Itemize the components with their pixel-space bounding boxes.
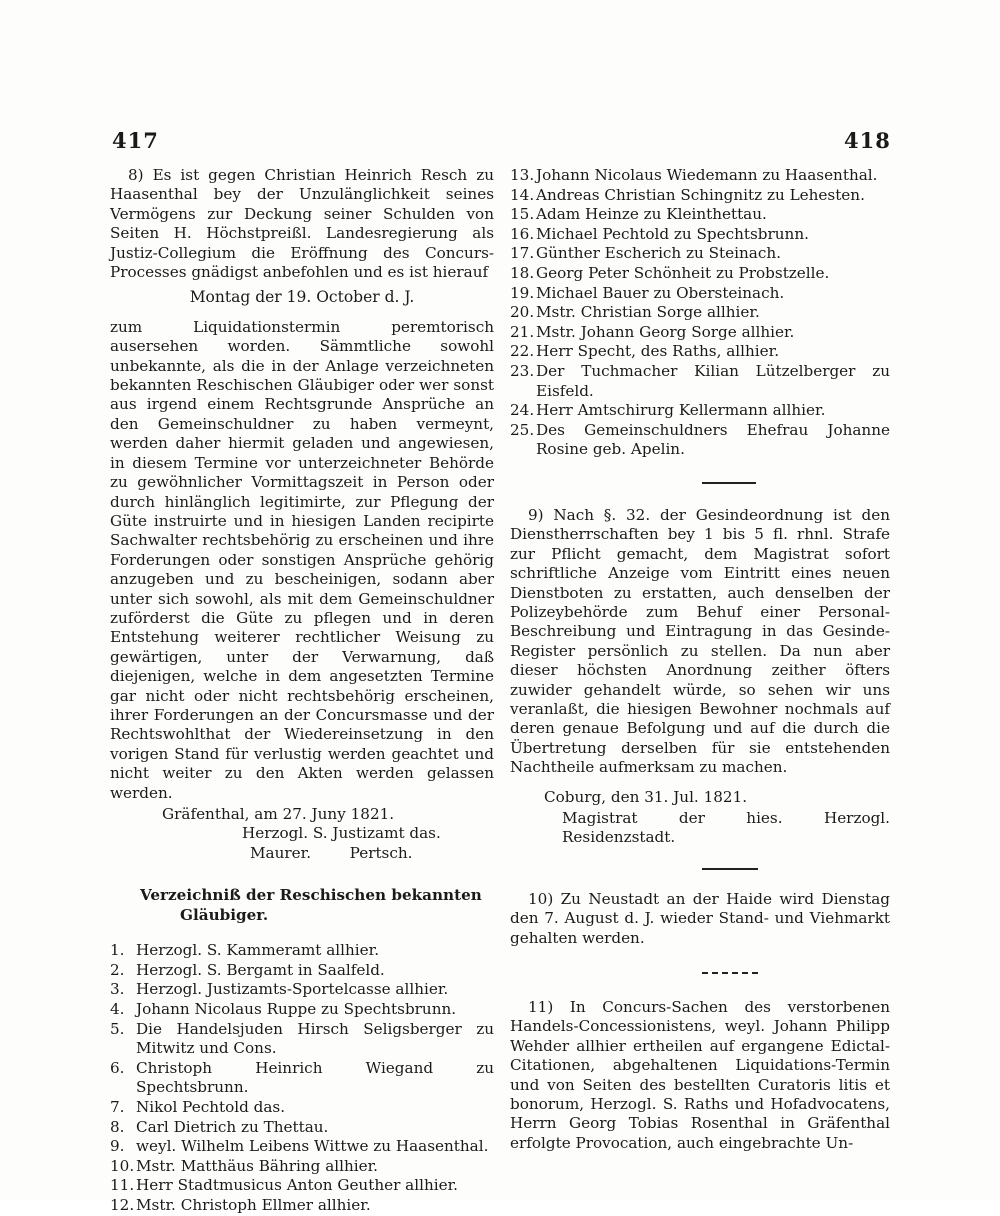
list-item-text: Herr Stadtmusicus Anton Geuther allhier. xyxy=(136,1176,458,1195)
list-item xyxy=(510,421,890,460)
notice-8-date: Montag der 19. October d. J. xyxy=(189,288,415,307)
list-item-text: Andreas Christian Schingnitz zu Lehesten. xyxy=(536,185,865,204)
list-item xyxy=(510,362,890,401)
list-item xyxy=(110,1020,494,1059)
list-item-text: Mstr. Matthäus Bähring allhier. xyxy=(136,1156,379,1175)
list-item-text: Die Handelsjuden Hirsch Seligsberger zu Mitwitz und Cons. xyxy=(136,1019,494,1058)
creditor-list-heading-line1: Verzeichniß der Reschischen bekannten xyxy=(140,886,482,905)
list-item-text: Nikol Pechtold das. xyxy=(136,1097,286,1116)
list-item-number: 25. xyxy=(510,420,535,439)
list-item xyxy=(510,205,890,225)
notice-8-signature xyxy=(110,805,494,863)
list-item xyxy=(110,1176,494,1196)
list-item-number: 17. xyxy=(510,244,535,263)
list-item-text: Johann Nicolaus Wiedemann zu Haasenthal. xyxy=(536,166,878,184)
page-number-right: 418 xyxy=(844,128,891,153)
list-item xyxy=(110,1000,494,1020)
notice-9-date: Coburg, den 31. Jul. 1821. xyxy=(544,787,748,806)
section-divider xyxy=(702,482,756,484)
list-item-text: Des Gemeinschuldners Ehefrau Johanne Rosine geb. Apelin. xyxy=(536,420,890,459)
notice-9-body: 9) Nach §. 32. der Gesindeordnung ist den Dienstherrschaften bey 1 bis 5 fl. rhnl. Strafe zur Pflicht gemacht, dem Magistrat sofort schriftliche Anzeige vom Eintritt eines neuen Dienstboten zu erstatten, auch denselben der Polizeybehörde zum Behuf einer Personal-Beschreibung und Eintragung in das Gesinde-Register persönlich zu stellen. Da nun aber dieser höchsten Anordnung zeither öfters zuwider gehandelt würde, so sehen wir uns veranlaßt, die hiesigen Bewohner nochmals auf deren genaue Befolgung und auf die durch die Übertretung derselben für sie entstehenden Nachtheile aufmerksam zu machen. xyxy=(510,505,890,777)
list-item-number: 10. xyxy=(110,1156,135,1175)
list-item-text: weyl. Wilhelm Leibens Wittwe zu Haasenthal. xyxy=(136,1137,489,1156)
left-column xyxy=(110,166,494,1216)
list-item-number: 24. xyxy=(510,401,535,420)
list-item xyxy=(510,166,890,186)
signature-names: Maurer. Pertsch. xyxy=(250,843,413,862)
list-item xyxy=(110,1059,494,1098)
list-item-number: 1. xyxy=(110,941,125,960)
list-item-text: Mstr. Christoph Ellmer allhier. xyxy=(136,1195,371,1214)
list-item-number: 13. xyxy=(510,166,535,184)
creditor-list-heading-line2: Gläubiger. xyxy=(180,906,269,925)
list-item-text: Mstr. Johann Georg Sorge allhier. xyxy=(536,322,795,341)
notice-9-signature: Magistrat der hies. Herzogl. Residenzstadt. xyxy=(562,809,890,847)
list-item-number: 18. xyxy=(510,263,535,282)
list-item xyxy=(510,284,890,304)
list-item xyxy=(510,244,890,264)
list-item-text: Herzogl. S. Kammeramt allhier. xyxy=(136,941,380,960)
list-item-number: 21. xyxy=(510,322,535,341)
notice-10-body: 10) Zu Neustadt an der Haide wird Dienstag den 7. August d. J. wieder Stand- und Viehmarkt gehalten werden. xyxy=(510,889,890,947)
list-item xyxy=(110,961,494,981)
list-item-text: Der Tuchmacher Kilian Lützelberger zu Eisfeld. xyxy=(536,361,890,400)
list-item-text: Mstr. Christian Sorge allhier. xyxy=(536,303,760,322)
section-divider xyxy=(702,868,758,870)
list-item-number: 20. xyxy=(510,303,535,322)
list-item-text: Carl Dietrich zu Thettau. xyxy=(136,1117,329,1136)
list-item-number: 5. xyxy=(110,1019,125,1038)
list-item xyxy=(110,1118,494,1138)
list-item-text: Georg Peter Schönheit zu Probstzelle. xyxy=(536,263,830,282)
list-item-text: Herzogl. Justizamts-Sportelcasse allhier. xyxy=(136,980,449,999)
notice-8-body: zum Liquidationstermin peremtorisch ausersehen worden. Sämmtliche sowohl unbekannte, als die in der Anlage verzeichneten bekannten Reschischen Gläubiger oder wer sonst aus irgend einem Rechtsgrunde Ansprüche an den Gemeinschuldner zu haben vermeynt, werden daher hiermit geladen und angewiesen, in diesem Termine vor unterzeichneter Behörde zu gewöhnlicher Vormittagszeit in Person oder durch hinlänglich legitimirte, zur Pflegung der Güte instruirte und in hiesigen Landen recipirte Sachwalter rechtsbehörig zu erscheinen und ihre Forderungen oder sonstigen Ansprüche gehörig anzugeben und zu bescheinigen, sodann aber unter sich sowohl, als mit dem Gemeinschuldner zuförderst die Güte zu pflegen und in deren Entstehung weiterer rechtlicher Weisung zu gewärtigen, unter der Verwarnung, daß diejenigen, welche in dem angesetzten Termine gar nicht oder nicht rechtsbehörig erscheinen, ihrer Forderungen an der Concursmasse und der Rechtswohlthat der Wiedereinsetzung in den vorigen Stand für verlustig werden geachtet und nicht weiter zu den Akten werden gelassen werden. xyxy=(110,317,494,802)
creditor-list-heading xyxy=(140,885,494,925)
notice-11-body: 11) In Concurs-Sachen des verstorbenen Handels-Concessionistens, weyl. Johann Philipp Wehder allhier ertheilen auf ergangene Edictal-Citationen, abgehaltenen Liquidations-Termin und von Seiten des bestellten Curatoris litis et bonorum, Herzogl. S. Raths und Hofadvocatens, Herrn Georg Tobias Rosenthal in Gräfenthal erfolgte Provocation, auch eingebrachte Un- xyxy=(510,998,890,1152)
list-item-number: 22. xyxy=(510,342,535,361)
creditor-list xyxy=(110,941,494,1215)
list-item xyxy=(510,186,890,206)
list-item-number: 8. xyxy=(110,1117,125,1136)
list-item-text: Michael Pechtold zu Spechtsbrunn. xyxy=(536,224,809,243)
list-item-number: 7. xyxy=(110,1097,125,1116)
list-item-number: 11. xyxy=(110,1176,135,1195)
signature-place-date: Gräfenthal, am 27. Juny 1821. xyxy=(162,805,395,823)
list-item-number: 15. xyxy=(510,205,535,224)
creditor-list-continued xyxy=(510,166,890,460)
list-item-text: Johann Nicolaus Ruppe zu Spechtsbrunn. xyxy=(136,1000,457,1018)
list-item-number: 14. xyxy=(510,185,535,204)
list-item xyxy=(510,303,890,323)
list-item-text: Herr Amtschirurg Kellermann allhier. xyxy=(536,401,826,420)
list-item-text: Michael Bauer zu Obersteinach. xyxy=(536,283,785,302)
list-item-text: Adam Heinze zu Kleinthettau. xyxy=(536,205,767,224)
list-item-number: 2. xyxy=(110,960,125,979)
list-item-text: Herzogl. S. Bergamt in Saalfeld. xyxy=(136,960,385,979)
notice-8-intro: 8) Es ist gegen Christian Heinrich Resch zu Haasenthal bey der Unzulänglichkeit seines Vermögens zur Deckung seiner Schulden von Seiten H. Höchstpreißl. Landesregierung als Justiz-Collegium die Eröffnung des Concurs-Processes gnädigst anbefohlen und es ist hierauf xyxy=(110,166,494,282)
list-item xyxy=(110,941,494,961)
list-item xyxy=(110,1098,494,1118)
list-item xyxy=(110,980,494,1000)
list-item xyxy=(110,1157,494,1177)
list-item xyxy=(110,1137,494,1157)
list-item xyxy=(510,225,890,245)
list-item-number: 19. xyxy=(510,283,535,302)
list-item-number: 16. xyxy=(510,224,535,243)
list-item-number: 12. xyxy=(110,1195,135,1214)
page-number-left: 417 xyxy=(112,128,159,153)
list-item-number: 4. xyxy=(110,1000,125,1018)
list-item-text: Günther Escherich zu Steinach. xyxy=(536,244,781,263)
list-item xyxy=(510,342,890,362)
list-item-number: 23. xyxy=(510,361,535,380)
right-column xyxy=(510,166,890,1153)
section-divider xyxy=(702,972,758,974)
list-item-number: 3. xyxy=(110,980,125,999)
list-item xyxy=(510,323,890,343)
signature-authority: Herzogl. S. Justizamt das. xyxy=(242,824,441,843)
list-item-text: Herr Specht, des Raths, allhier. xyxy=(536,342,780,361)
list-item-text: Christoph Heinrich Wiegand zu Spechtsbrunn. xyxy=(136,1058,494,1097)
list-item-number: 9. xyxy=(110,1137,125,1156)
list-item-number: 6. xyxy=(110,1058,125,1077)
list-item xyxy=(510,264,890,284)
list-item xyxy=(510,401,890,421)
list-item xyxy=(110,1196,494,1216)
